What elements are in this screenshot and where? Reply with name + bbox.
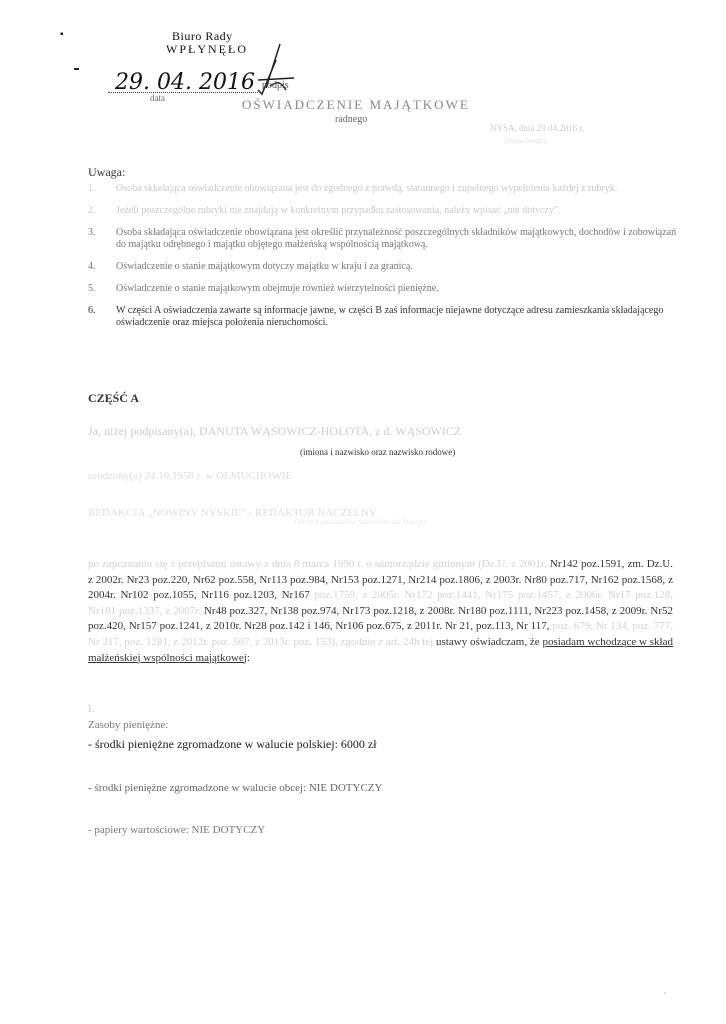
note-text: Osoba składająca oświadczenie obowiązana jest określić przynależność poszczególnych składników majątkowych, dochodów i zobowiązań do majątku odrębnego i majątku objętego małżeńską wspólnością majątkową. bbox=[116, 227, 677, 250]
handwritten-date: 29. 04. 2016 bbox=[115, 70, 255, 95]
note-item bbox=[88, 227, 678, 251]
note-item bbox=[88, 283, 678, 295]
stamp-office: Biuro Rady bbox=[172, 29, 233, 43]
law-text: poz. 679, Nr 134, poz. 777, Nr 217, poz. 1281, z 2012r. poz. 567, z 2013r. poz. 153), zgodnie z art. 24h tej bbox=[88, 620, 674, 648]
asset-foreign: - środki pieniężne zgromadzone w walucie obcej: NIE DOTYCZY bbox=[88, 782, 383, 794]
place-date: NYSA, dnia 29.04.2016 r. bbox=[490, 123, 585, 133]
notes-heading: Uwaga: bbox=[88, 165, 126, 179]
note-item bbox=[88, 183, 678, 195]
note-number: 4. bbox=[88, 261, 96, 272]
scan-dash bbox=[74, 68, 79, 70]
note-number: 2. bbox=[88, 205, 96, 216]
note-item bbox=[88, 305, 678, 329]
document-subtitle: radnego bbox=[335, 114, 368, 125]
declaration-underlined: posiadam wchodzące w skład małżeńskiej wspólności majątkowej bbox=[88, 635, 673, 664]
note-item bbox=[88, 261, 678, 273]
law-text: Nr142 poz.1591, zm. Dz.U. z 2002r. Nr23 poz.220, Nr62 poz.558, Nr113 poz.984, Nr153 poz.1271, Nr214 poz.1806, z 2003r. Nr80 poz.717, Nr162 poz.1568, z 2004r. Nr102 poz.1055, Nr116 poz.1203, Nr167 bbox=[88, 558, 673, 602]
note-text: Oświadczenie o stanie majątkowym dotyczy majątku w kraju i za granicą. bbox=[116, 261, 413, 272]
section-numeral: I. bbox=[88, 703, 95, 715]
place-label: (miejscowość) bbox=[505, 137, 546, 145]
declaration-text: ustawy oświadczam, że bbox=[436, 635, 540, 648]
document-title: OŚWIADCZENIE MAJĄTKOWE bbox=[242, 97, 470, 112]
date-line bbox=[108, 92, 258, 93]
law-text: po zapoznaniu się z przepisami ustawy z dnia 8 marca 1990 r. o samorządzie gminnym (Dz.U. z 2001r. bbox=[88, 558, 547, 570]
note-number: 3. bbox=[88, 227, 96, 238]
note-text: Oświadczenie o stanie majątkowym obejmuje również wierzytelności pieniężne. bbox=[116, 283, 439, 294]
law-text: poz.1759, z 2005r. Nr172 poz.1441, Nr175 poz.1457, z 2006r. Nr17 poz.128, Nr181 poz.1337, z 2007r. bbox=[88, 589, 674, 617]
scan-mark: ▪ bbox=[60, 29, 64, 40]
stamp-received: WPŁYNĘŁO bbox=[166, 42, 248, 56]
note-text: Osoba składająca oświadczenie obowiązana jest do zgodnego z prawdą, starannego i zupełnego wypełnienia każdej z rubryk. bbox=[116, 183, 618, 194]
declaration-end: : bbox=[246, 651, 250, 664]
employment-line: REDAKCJA „NOWINY NYSKIE” - REDAKTOR NACZELNY bbox=[88, 507, 377, 519]
section-heading: Zasoby pieniężne: bbox=[88, 719, 169, 731]
note-text: Jeżeli poszczególne rubryki nie znajdują w konkretnym przypadku zastosowania, należy wpisać „nie dotyczy”. bbox=[116, 205, 561, 216]
signature-label: podpis bbox=[262, 80, 289, 91]
note-text: W części A oświadczenia zawarte są informacje jawne, w części B zaś informacje niejawne dotyczące adresu zamieszkania składającego oświadczenie oraz miejsca położenia nieruchomości. bbox=[116, 305, 664, 328]
part-a-heading: CZĘŚĆ A bbox=[88, 391, 140, 405]
birth-line: urodzony(a) 24.10.1958 r. w OLMUCHOWIE bbox=[88, 470, 293, 482]
date-label: data bbox=[150, 93, 165, 103]
notes-list bbox=[88, 183, 678, 339]
note-item bbox=[88, 205, 678, 217]
legal-basis-paragraph bbox=[88, 557, 673, 666]
law-text: Nr48 poz.327, Nr138 poz.974, Nr173 poz.1218, z 2008r. Nr180 poz.1111, Nr223 poz.1458, z 2009r. Nr52 poz.420, Nr157 poz.1241, z 2010r. Nr28 poz.142 i 146, Nr106 poz.675, z 2011r. Nr 21, poz.113, Nr 117, bbox=[88, 604, 673, 633]
note-number: 1. bbox=[88, 183, 96, 194]
edge-mark: , bbox=[664, 985, 667, 995]
declarant-name: Ja, niżej podpisany(a), DANUTA WĄSOWICZ-HOŁOTA, z d. WĄSOWICZ bbox=[88, 424, 462, 438]
note-number: 5. bbox=[88, 283, 96, 294]
asset-securities: - papiery wartościowe: NIE DOTYCZY bbox=[88, 824, 266, 836]
note-number: 6. bbox=[88, 305, 96, 316]
employment-label: (miejsce zatrudnienia, stanowisko lub funkcja) bbox=[295, 518, 426, 526]
name-label: (imiona i nazwisko oraz nazwisko rodowe) bbox=[300, 447, 456, 457]
asset-pln: - środki pieniężne zgromadzone w walucie polskiej: 6000 zł bbox=[88, 737, 377, 751]
